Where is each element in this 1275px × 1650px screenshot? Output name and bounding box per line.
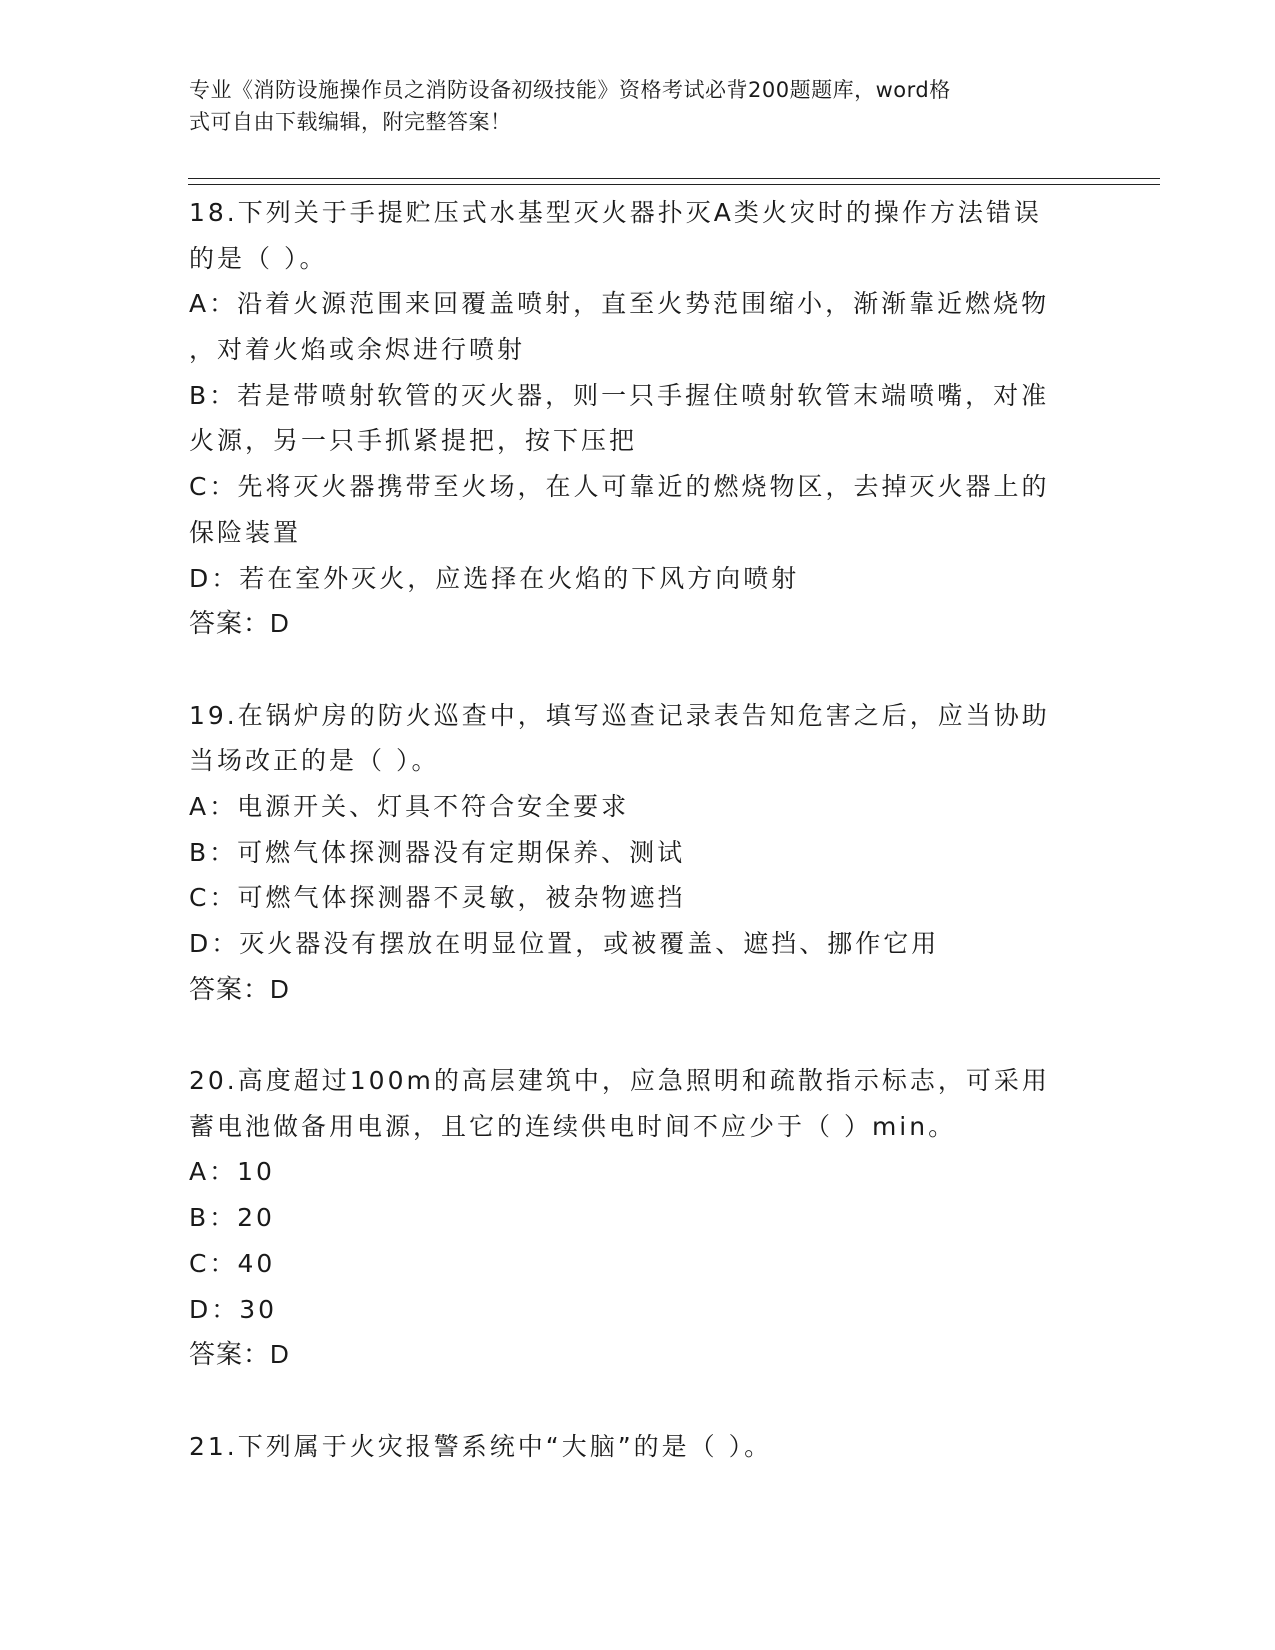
question-stem: 当场改正的是（ ）。 (189, 746, 440, 776)
question-21 (189, 1424, 1089, 1470)
question-18 (189, 190, 1089, 647)
answer: 答案：D (189, 973, 290, 1004)
option-a: A：电源开关、灯具不符合安全要求 (189, 791, 630, 821)
question-spacer (189, 1378, 1089, 1424)
question-20 (189, 1058, 1089, 1378)
question-19 (189, 693, 1089, 1013)
header-rule-top (188, 178, 1160, 179)
question-stem: 21.下列属于火灾报警系统中“大脑”的是（ ）。 (189, 1431, 773, 1461)
question-list (189, 190, 1089, 1469)
header-line-1: 专业《消防设施操作员之消防设备初级技能》资格考试必背200题题库，word格 (189, 78, 951, 102)
question-stem: 的是（ ）。 (189, 243, 328, 273)
header-rule-bottom (188, 184, 1160, 185)
option-b: B：可燃气体探测器没有定期保养、测试 (189, 837, 686, 867)
option-d: D：灭火器没有摆放在明显位置，或被覆盖、遮挡、挪作它用 (189, 929, 940, 958)
question-stem: 18.下列关于手提贮压式水基型灭火器扑灭A类火灾时的操作方法错误 (189, 198, 1042, 227)
question-spacer (189, 647, 1089, 693)
option-b: B：20 (189, 1203, 275, 1233)
answer: 答案：D (189, 1339, 290, 1370)
question-stem: 19.在锅炉房的防火巡查中，填写巡查记录表告知危害之后，应当协助 (189, 700, 1050, 730)
option-c: 保险装置 (189, 517, 302, 547)
question-stem: 20.高度超过100m的高层建筑中，应急照明和疏散指示标志，可采用 (189, 1066, 1050, 1096)
header-line-2: 式可自由下载编辑，附完整答案！ (189, 110, 512, 134)
option-b: B：若是带喷射软管的灭火器，则一只手握住喷射软管末端喷嘴，对准 (189, 380, 1050, 410)
option-c: C：40 (189, 1248, 276, 1278)
option-d: D：若在室外灭火，应选择在火焰的下风方向喷射 (189, 563, 800, 593)
question-spacer (189, 1012, 1089, 1058)
answer: 答案：D (189, 608, 290, 639)
option-c: C：可燃气体探测器不灵敏，被杂物遮挡 (189, 883, 686, 913)
option-d: D：30 (189, 1294, 278, 1324)
option-a: ，对着火焰或余烬进行喷射 (189, 335, 526, 365)
question-stem: 蓄电池做备用电源，且它的连续供电时间不应少于（ ）min。 (189, 1111, 957, 1141)
document-header (189, 74, 1089, 138)
option-a: A：10 (189, 1157, 275, 1187)
option-c: C：先将灭火器携带至火场，在人可靠近的燃烧物区，去掉灭火器上的 (189, 472, 1050, 502)
option-a: A：沿着火源范围来回覆盖喷射，直至火势范围缩小，渐渐靠近燃烧物 (189, 289, 1050, 319)
option-b: 火源，另一只手抓紧提把，按下压把 (189, 426, 638, 456)
